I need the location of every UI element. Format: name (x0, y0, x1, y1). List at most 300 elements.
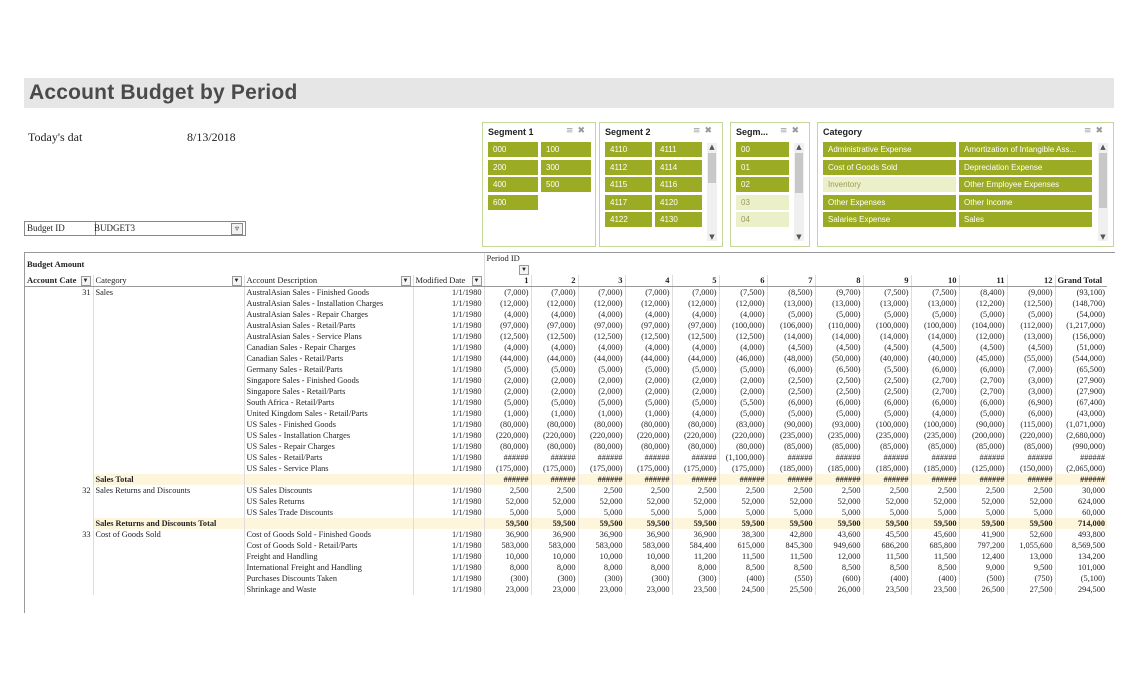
table-row (25, 551, 1107, 562)
amount-cell: (97,000) (578, 320, 625, 331)
account-description-cell: US Sales Trade Discounts (244, 507, 413, 518)
amount-cell: (185,000) (815, 463, 863, 474)
amount-cell: (12,000) (625, 298, 672, 309)
amount-cell: (1,000) (578, 408, 625, 419)
amount-cell: (104,000) (959, 320, 1007, 331)
amount-cell: (85,000) (959, 441, 1007, 452)
amount-cell: 685,800 (911, 540, 959, 551)
amount-cell: (6,000) (959, 397, 1007, 408)
clear-filter-icon[interactable]: ✖ (577, 126, 589, 136)
amount-cell: (5,500) (719, 397, 767, 408)
amount-cell: (12,000) (719, 298, 767, 309)
amount-cell: (7,500) (911, 287, 959, 299)
amount-cell: (2,700) (959, 386, 1007, 397)
amount-cell: (5,000) (815, 408, 863, 419)
amount-cell: (83,000) (719, 419, 767, 430)
slicer-scrollbar[interactable] (1098, 143, 1108, 241)
amount-cell: 52,000 (863, 496, 911, 507)
slicer-item[interactable]: Cost of Goods Sold (823, 160, 956, 175)
amount-cell: (5,000) (959, 309, 1007, 320)
amount-cell: 583,000 (531, 540, 578, 551)
period-id-label: Period ID (486, 253, 520, 263)
slicer-item[interactable]: Other Expenses (823, 195, 956, 210)
slicer-item[interactable]: 600 (488, 195, 538, 210)
amount-cell: 52,000 (484, 496, 531, 507)
grand-total-cell: ###### (1055, 452, 1107, 463)
amount-cell: 11,500 (863, 551, 911, 562)
period-header: 2 (531, 275, 578, 287)
grand-total-cell: (93,100) (1055, 287, 1107, 299)
amount-cell: (12,500) (672, 331, 719, 342)
amount-cell: (6,000) (1007, 408, 1055, 419)
modified-date-cell: 1/1/1980 (413, 298, 484, 309)
amount-cell: 10,000 (531, 551, 578, 562)
dropdown-icon[interactable]: ▼ (472, 276, 482, 286)
amount-cell: (44,000) (672, 353, 719, 364)
amount-cell: 1,055,600 (1007, 540, 1055, 551)
amount-cell: (175,000) (578, 463, 625, 474)
amount-cell: (5,000) (484, 397, 531, 408)
slicer-item[interactable]: 02 (736, 177, 789, 192)
amount-cell: 36,900 (672, 529, 719, 540)
amount-cell: 2,500 (625, 485, 672, 496)
amount-cell: (100,000) (863, 419, 911, 430)
amount-cell: (300) (578, 573, 625, 584)
slicer-item[interactable]: 03 (736, 195, 789, 210)
amount-cell: (175,000) (672, 463, 719, 474)
period-header: 9 (863, 275, 911, 287)
category-cell (93, 375, 244, 386)
amount-cell: (2,000) (484, 375, 531, 386)
amount-cell: ###### (767, 474, 815, 485)
category-cell (93, 353, 244, 364)
amount-cell: 8,500 (863, 562, 911, 573)
modified-date-cell: 1/1/1980 (413, 309, 484, 320)
slicer-item[interactable]: 4112 (605, 160, 652, 175)
grand-total-cell: 624,000 (1055, 496, 1107, 507)
amount-cell: 583,000 (578, 540, 625, 551)
account-category-cell (25, 518, 93, 529)
amount-cell: (2,500) (815, 386, 863, 397)
table-row (25, 353, 1107, 364)
amount-cell: (235,000) (815, 430, 863, 441)
category-filter[interactable] (93, 275, 244, 287)
multiselect-icon[interactable]: ≡ (1083, 126, 1096, 136)
modified-date-cell: 1/1/1980 (413, 320, 484, 331)
amount-cell: (2,000) (625, 386, 672, 397)
account-category-label: Account Cate (27, 275, 77, 285)
filter-icon[interactable]: ▿ (231, 223, 243, 235)
category-cell (93, 397, 244, 408)
scroll-up-icon[interactable]: ▲ (709, 143, 715, 151)
amount-cell: 2,500 (863, 485, 911, 496)
scroll-thumb[interactable] (708, 153, 716, 183)
amount-cell: (5,000) (625, 397, 672, 408)
slicer-item[interactable]: Other Employee Expenses (959, 177, 1092, 192)
amount-cell: (220,000) (672, 430, 719, 441)
dropdown-icon[interactable]: ▼ (232, 276, 242, 286)
multiselect-icon[interactable]: ≡ (779, 126, 792, 136)
account-description-cell: US Sales - Repair Charges (244, 441, 413, 452)
table-row (25, 463, 1107, 474)
grand-total-cell: (544,000) (1055, 353, 1107, 364)
slicer-title: Segment 2 (605, 127, 651, 137)
slicer-item[interactable]: 01 (736, 160, 789, 175)
amount-cell: (200,000) (959, 430, 1007, 441)
grand-total-cell: (27,900) (1055, 386, 1107, 397)
amount-cell: (2,000) (531, 386, 578, 397)
amount-cell: (4,000) (625, 342, 672, 353)
slicer-segment-3 (730, 122, 810, 247)
amount-cell: (90,000) (959, 419, 1007, 430)
account-category-cell (25, 309, 93, 320)
account-category-cell (25, 463, 93, 474)
amount-cell: (2,700) (959, 375, 1007, 386)
amount-cell: (4,000) (484, 342, 531, 353)
table-row (25, 386, 1107, 397)
amount-cell: 5,000 (911, 507, 959, 518)
amount-cell: 10,000 (578, 551, 625, 562)
table-row (25, 408, 1107, 419)
multiselect-icon[interactable]: ≡ (565, 126, 578, 136)
category-label: Category (95, 275, 127, 285)
modified-date-cell: 1/1/1980 (413, 353, 484, 364)
account-category-cell (25, 496, 93, 507)
period-header: 1 (484, 275, 531, 287)
grand-total-cell: 134,200 (1055, 551, 1107, 562)
amount-cell: (4,500) (767, 342, 815, 353)
dropdown-icon[interactable]: ▼ (401, 276, 411, 286)
slicer-item[interactable]: 000 (488, 142, 538, 157)
slicer-item[interactable]: Other Income (959, 195, 1092, 210)
amount-cell: 5,000 (815, 507, 863, 518)
grand-total-header: Grand Total (1055, 275, 1107, 287)
account-category-cell (25, 364, 93, 375)
amount-cell: (115,000) (1007, 419, 1055, 430)
slicer-item[interactable]: 4130 (655, 212, 702, 227)
amount-cell: (80,000) (625, 419, 672, 430)
amount-cell: (12,000) (484, 298, 531, 309)
slicer-item[interactable]: Amortization of Intangible Ass... (959, 142, 1092, 157)
table-row (25, 562, 1107, 573)
amount-cell: 41,900 (959, 529, 1007, 540)
category-cell: Sales Returns and Discounts Total (93, 518, 244, 529)
amount-cell: (6,500) (815, 364, 863, 375)
category-cell (93, 441, 244, 452)
modified-date-cell: 1/1/1980 (413, 364, 484, 375)
amount-cell: 2,500 (719, 485, 767, 496)
account-description-cell: AustralAsian Sales - Installation Charges (244, 298, 413, 309)
amount-cell: 8,500 (911, 562, 959, 573)
period-id-filter[interactable] (484, 253, 531, 275)
account-category-filter[interactable] (25, 275, 93, 287)
amount-cell: (7,000) (578, 287, 625, 299)
amount-cell: 5,000 (484, 507, 531, 518)
slicer-header-icons (693, 126, 716, 136)
slicer-item[interactable]: 500 (541, 177, 591, 192)
amount-cell: (2,000) (484, 386, 531, 397)
slicer-item[interactable]: 4117 (605, 195, 652, 210)
amount-cell: 59,500 (578, 518, 625, 529)
category-cell (93, 342, 244, 353)
slicer-item[interactable]: 4111 (655, 142, 702, 157)
amount-cell: 11,200 (672, 551, 719, 562)
slicer-item[interactable]: 4114 (655, 160, 702, 175)
scroll-up-icon[interactable]: ▲ (1100, 143, 1106, 151)
account-description-cell: AustralAsian Sales - Repair Charges (244, 309, 413, 320)
slicer-item[interactable]: Salaries Expense (823, 212, 956, 227)
amount-cell: (80,000) (719, 441, 767, 452)
amount-cell: 45,500 (863, 529, 911, 540)
amount-cell: (80,000) (578, 441, 625, 452)
category-cell (93, 562, 244, 573)
amount-cell: 584,400 (672, 540, 719, 551)
amount-cell: 5,000 (1007, 507, 1055, 518)
amount-cell: (13,000) (911, 298, 959, 309)
amount-cell: 36,900 (531, 529, 578, 540)
account-category-cell (25, 331, 93, 342)
subtotal-row (25, 518, 1107, 529)
slicer-item[interactable]: 4122 (605, 212, 652, 227)
grand-total-cell: (2,065,000) (1055, 463, 1107, 474)
amount-cell: (4,500) (1007, 342, 1055, 353)
amount-cell: (3,000) (1007, 386, 1055, 397)
amount-cell: (220,000) (578, 430, 625, 441)
amount-cell: (6,000) (863, 397, 911, 408)
amount-cell: 8,000 (531, 562, 578, 573)
scroll-down-icon[interactable]: ▼ (709, 233, 715, 241)
scroll-down-icon[interactable]: ▼ (1100, 233, 1106, 241)
amount-cell: (2,000) (719, 386, 767, 397)
slicer-item[interactable]: 00 (736, 142, 789, 157)
budget-id-filter[interactable] (92, 221, 246, 236)
period-header: 8 (815, 275, 863, 287)
amount-cell: (5,500) (863, 364, 911, 375)
category-cell: Sales Total (93, 474, 244, 485)
amount-cell: (100,000) (911, 419, 959, 430)
slicer-scrollbar[interactable] (707, 143, 717, 241)
amount-cell: ###### (863, 474, 911, 485)
modified-date-cell: 1/1/1980 (413, 430, 484, 441)
account-category-cell (25, 430, 93, 441)
account-description-cell: Germany Sales - Retail/Parts (244, 364, 413, 375)
amount-cell: (80,000) (672, 441, 719, 452)
amount-cell: 5,000 (719, 507, 767, 518)
amount-cell: (4,000) (531, 309, 578, 320)
category-cell: Cost of Goods Sold (93, 529, 244, 540)
grand-total-cell: (27,900) (1055, 375, 1107, 386)
slicer-segment-2 (599, 122, 723, 247)
dropdown-icon[interactable]: ▼ (81, 276, 91, 286)
amount-cell: 10,000 (484, 551, 531, 562)
slicer-item[interactable]: Administrative Expense (823, 142, 956, 157)
table-row (25, 364, 1107, 375)
slicer-item[interactable]: 4116 (655, 177, 702, 192)
account-description-cell: AustralAsian Sales - Finished Goods (244, 287, 413, 299)
account-description-cell: International Freight and Handling (244, 562, 413, 573)
slicer-item[interactable]: 4110 (605, 142, 652, 157)
amount-cell: (7,000) (531, 287, 578, 299)
slicer-item[interactable]: 04 (736, 212, 789, 227)
period-header: 3 (578, 275, 625, 287)
slicer-title: Segment 1 (488, 127, 534, 137)
period-header: 7 (767, 275, 815, 287)
slicer-item[interactable]: 300 (541, 160, 591, 175)
amount-cell: (5,000) (767, 309, 815, 320)
scroll-down-icon[interactable]: ▼ (796, 233, 802, 241)
amount-cell: ###### (959, 474, 1007, 485)
amount-cell: (13,000) (1007, 331, 1055, 342)
amount-cell: 10,000 (625, 551, 672, 562)
slicer-item[interactable]: Sales (959, 212, 1092, 227)
amount-cell: (12,500) (484, 331, 531, 342)
category-cell (93, 386, 244, 397)
modified-date-cell: 1/1/1980 (413, 287, 484, 299)
scroll-thumb[interactable] (1099, 153, 1107, 208)
modified-date-cell (413, 518, 484, 529)
account-category-cell (25, 584, 93, 595)
amount-cell: (4,500) (863, 342, 911, 353)
amount-cell: (8,500) (767, 287, 815, 299)
modified-date-cell: 1/1/1980 (413, 573, 484, 584)
slicer-item[interactable]: 400 (488, 177, 538, 192)
grand-total-cell: (990,000) (1055, 441, 1107, 452)
slicer-item[interactable]: 4115 (605, 177, 652, 192)
slicer-item[interactable]: Inventory (823, 177, 956, 192)
amount-cell: 615,000 (719, 540, 767, 551)
amount-cell: 23,000 (625, 584, 672, 595)
amount-cell: (100,000) (863, 320, 911, 331)
amount-cell: (2,000) (719, 375, 767, 386)
grand-total-cell: 714,000 (1055, 518, 1107, 529)
grand-total-cell: (5,100) (1055, 573, 1107, 584)
slicer-item[interactable]: 100 (541, 142, 591, 157)
amount-cell: (5,000) (719, 364, 767, 375)
account-description-cell: AustralAsian Sales - Retail/Parts (244, 320, 413, 331)
amount-cell: 45,600 (911, 529, 959, 540)
amount-cell: 52,000 (625, 496, 672, 507)
grand-total-cell: (43,000) (1055, 408, 1107, 419)
amount-cell: (500) (959, 573, 1007, 584)
amount-cell: 52,600 (1007, 529, 1055, 540)
amount-cell: 52,000 (672, 496, 719, 507)
amount-cell: (100,000) (719, 320, 767, 331)
account-description-cell: US Sales - Installation Charges (244, 430, 413, 441)
amount-cell: ###### (815, 474, 863, 485)
account-category-cell (25, 507, 93, 518)
amount-cell: (14,000) (815, 331, 863, 342)
title-bar (24, 78, 1114, 108)
amount-cell: ###### (815, 452, 863, 463)
amount-cell: (2,700) (911, 375, 959, 386)
slicer-item[interactable]: 200 (488, 160, 538, 175)
budget-amount-header: Budget Amount (27, 258, 85, 269)
amount-cell: (12,500) (578, 331, 625, 342)
category-cell (93, 584, 244, 595)
clear-filter-icon[interactable]: ✖ (791, 126, 803, 136)
amount-cell: 8,500 (719, 562, 767, 573)
grand-total-cell: (51,000) (1055, 342, 1107, 353)
grand-total-cell: (1,217,000) (1055, 320, 1107, 331)
amount-cell: (44,000) (578, 353, 625, 364)
amount-cell: 25,500 (767, 584, 815, 595)
amount-cell: (2,500) (767, 386, 815, 397)
amount-cell: 686,200 (863, 540, 911, 551)
account-category-cell (25, 540, 93, 551)
amount-cell: 12,000 (815, 551, 863, 562)
amount-cell: (4,000) (911, 408, 959, 419)
amount-cell: 8,500 (815, 562, 863, 573)
account-description-cell: US Sales Returns (244, 496, 413, 507)
dropdown-icon[interactable]: ▼ (519, 265, 529, 275)
grand-total-cell: (67,400) (1055, 397, 1107, 408)
category-cell: Sales (93, 287, 244, 299)
modified-date-cell: 1/1/1980 (413, 529, 484, 540)
clear-filter-icon[interactable]: ✖ (704, 126, 716, 136)
amount-cell: (400) (719, 573, 767, 584)
slicer-item[interactable]: Depreciation Expense (959, 160, 1092, 175)
scroll-thumb[interactable] (795, 153, 803, 193)
amount-cell: (85,000) (767, 441, 815, 452)
clear-filter-icon[interactable]: ✖ (1095, 126, 1107, 136)
account-category-cell (25, 419, 93, 430)
budget-id-label: Budget ID (24, 221, 96, 236)
amount-cell: 5,000 (578, 507, 625, 518)
amount-cell: 26,500 (959, 584, 1007, 595)
amount-cell: (1,000) (531, 408, 578, 419)
amount-cell: ###### (484, 474, 531, 485)
period-header: 6 (719, 275, 767, 287)
amount-cell: 59,500 (484, 518, 531, 529)
amount-cell: 5,000 (863, 507, 911, 518)
table-row (25, 540, 1107, 551)
amount-cell: 59,500 (1007, 518, 1055, 529)
slicer-scrollbar[interactable] (794, 143, 804, 241)
table-row (25, 584, 1107, 595)
account-description-cell: US Sales - Finished Goods (244, 419, 413, 430)
modified-date-filter[interactable] (413, 275, 484, 287)
scroll-up-icon[interactable]: ▲ (796, 143, 802, 151)
modified-date-cell: 1/1/1980 (413, 463, 484, 474)
slicer-header-icons (780, 126, 803, 136)
amount-cell: ###### (531, 474, 578, 485)
amount-cell: (2,000) (625, 375, 672, 386)
amount-cell: (12,000) (672, 298, 719, 309)
amount-cell: (175,000) (625, 463, 672, 474)
amount-cell: (1,000) (625, 408, 672, 419)
amount-cell: (1,100,000) (719, 452, 767, 463)
slicer-item[interactable]: 4120 (655, 195, 702, 210)
category-cell (93, 430, 244, 441)
table-row (25, 298, 1107, 309)
slicer-title: Segm... (736, 127, 769, 137)
modified-date-cell: 1/1/1980 (413, 397, 484, 408)
amount-cell: (235,000) (911, 430, 959, 441)
amount-cell: (4,000) (531, 342, 578, 353)
multiselect-icon[interactable]: ≡ (692, 126, 705, 136)
amount-cell: ###### (719, 474, 767, 485)
amount-cell: (5,000) (959, 408, 1007, 419)
category-cell (93, 408, 244, 419)
amount-cell: (97,000) (672, 320, 719, 331)
amount-cell: 36,900 (578, 529, 625, 540)
grand-total-cell: (2,680,000) (1055, 430, 1107, 441)
amount-cell: 59,500 (863, 518, 911, 529)
amount-cell: 5,000 (959, 507, 1007, 518)
amount-cell: (80,000) (484, 441, 531, 452)
account-description-filter[interactable] (244, 275, 413, 287)
slicer-segment-1 (482, 122, 596, 247)
